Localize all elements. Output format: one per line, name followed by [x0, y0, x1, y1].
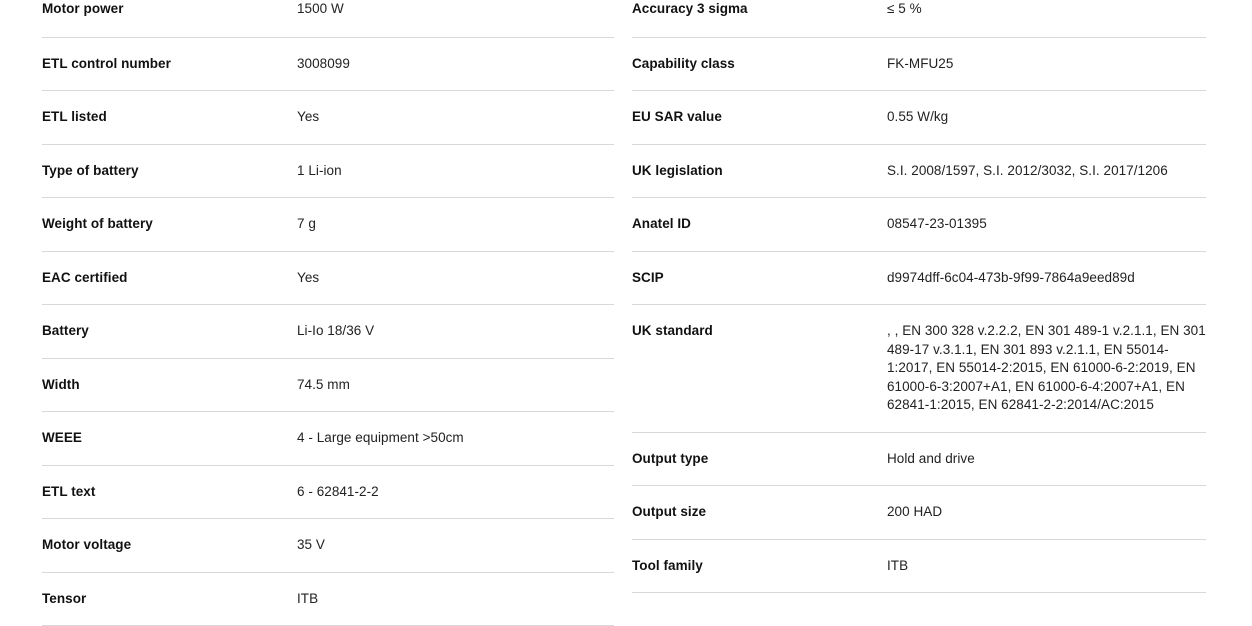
- spec-label: ETL text: [42, 483, 297, 500]
- spec-label: UK legislation: [632, 162, 887, 179]
- spec-label: ETL listed: [42, 108, 297, 125]
- table-row: [42, 359, 614, 413]
- spec-value: Hold and drive: [887, 450, 1206, 469]
- spec-value: FK-MFU25: [887, 55, 1206, 74]
- table-row: [42, 519, 614, 573]
- spec-label: Output type: [632, 450, 887, 467]
- spec-label: Motor voltage: [42, 536, 297, 553]
- spec-value: 7 g: [297, 215, 614, 234]
- spec-label: Width: [42, 376, 297, 393]
- spec-label: Type of battery: [42, 162, 297, 179]
- spec-value: 3008099: [297, 55, 614, 74]
- spec-value: d9974dff-6c04-473b-9f99-7864a9eed89d: [887, 269, 1206, 288]
- spec-value: Yes: [297, 269, 614, 288]
- spec-value: ≤ 5 %: [887, 0, 1206, 19]
- spec-label: Tensor: [42, 590, 297, 607]
- spec-label: WEEE: [42, 429, 297, 446]
- spec-label: Weight of battery: [42, 215, 297, 232]
- table-row: [42, 38, 614, 92]
- spec-column-left: [42, 0, 614, 626]
- spec-label: EAC certified: [42, 269, 297, 286]
- table-row: [42, 198, 614, 252]
- spec-label: Anatel ID: [632, 215, 887, 232]
- spec-label: Accuracy 3 sigma: [632, 0, 887, 17]
- spec-label: Motor power: [42, 0, 297, 17]
- table-row: [632, 91, 1206, 145]
- spec-value: ITB: [887, 557, 1206, 576]
- spec-value: ITB: [297, 590, 614, 609]
- table-row: [42, 0, 614, 38]
- spec-value: 08547-23-01395: [887, 215, 1206, 234]
- spec-value: Yes: [297, 108, 614, 127]
- spec-label: UK standard: [632, 322, 887, 339]
- spec-value: 1500 W: [297, 0, 614, 19]
- table-row: [632, 198, 1206, 252]
- spec-label: Capability class: [632, 55, 887, 72]
- spec-value: 1 Li-ion: [297, 162, 614, 181]
- spec-value: 0.55 W/kg: [887, 108, 1206, 127]
- table-row: [632, 305, 1206, 433]
- spec-value: 74.5 mm: [297, 376, 614, 395]
- spec-value: 200 HAD: [887, 503, 1206, 522]
- spec-label: ETL control number: [42, 55, 297, 72]
- spec-value: Li-Io 18/36 V: [297, 322, 614, 341]
- spec-label: Output size: [632, 503, 887, 520]
- spec-label: SCIP: [632, 269, 887, 286]
- spec-value: , , EN 300 328 v.2.2.2, EN 301 489-1 v.2.1.1, EN 301 489-17 v.3.1.1, EN 301 893 v.2.1.1, EN 55014-1:2017, EN 55014-2:2015, EN 61000-6-2:2019, EN 61000-6-3:2007+A1, EN 61000-6-4:2007+A1, EN 62841-1:2015, EN 62841-2-2:2014/AC:2015: [887, 322, 1206, 415]
- spec-label: Tool family: [632, 557, 887, 574]
- spec-value: 35 V: [297, 536, 614, 555]
- spec-value: S.I. 2008/1597, S.I. 2012/3032, S.I. 2017/1206: [887, 162, 1206, 181]
- spec-value: 4 - Large equipment >50cm: [297, 429, 614, 448]
- table-row: [632, 433, 1206, 487]
- spec-column-right: [632, 0, 1206, 626]
- table-row: [42, 573, 614, 626]
- table-row: [42, 412, 614, 466]
- table-row: [42, 145, 614, 199]
- spec-value: 6 - 62841-2-2: [297, 483, 614, 502]
- table-row: [632, 0, 1206, 38]
- table-row: [42, 305, 614, 359]
- table-row: [42, 252, 614, 306]
- table-row: [42, 466, 614, 520]
- table-row: [632, 486, 1206, 540]
- spec-label: EU SAR value: [632, 108, 887, 125]
- table-row: [632, 252, 1206, 306]
- table-row: [632, 38, 1206, 92]
- table-row: [632, 145, 1206, 199]
- table-row: [42, 91, 614, 145]
- table-row: [632, 540, 1206, 594]
- spec-label: Battery: [42, 322, 297, 339]
